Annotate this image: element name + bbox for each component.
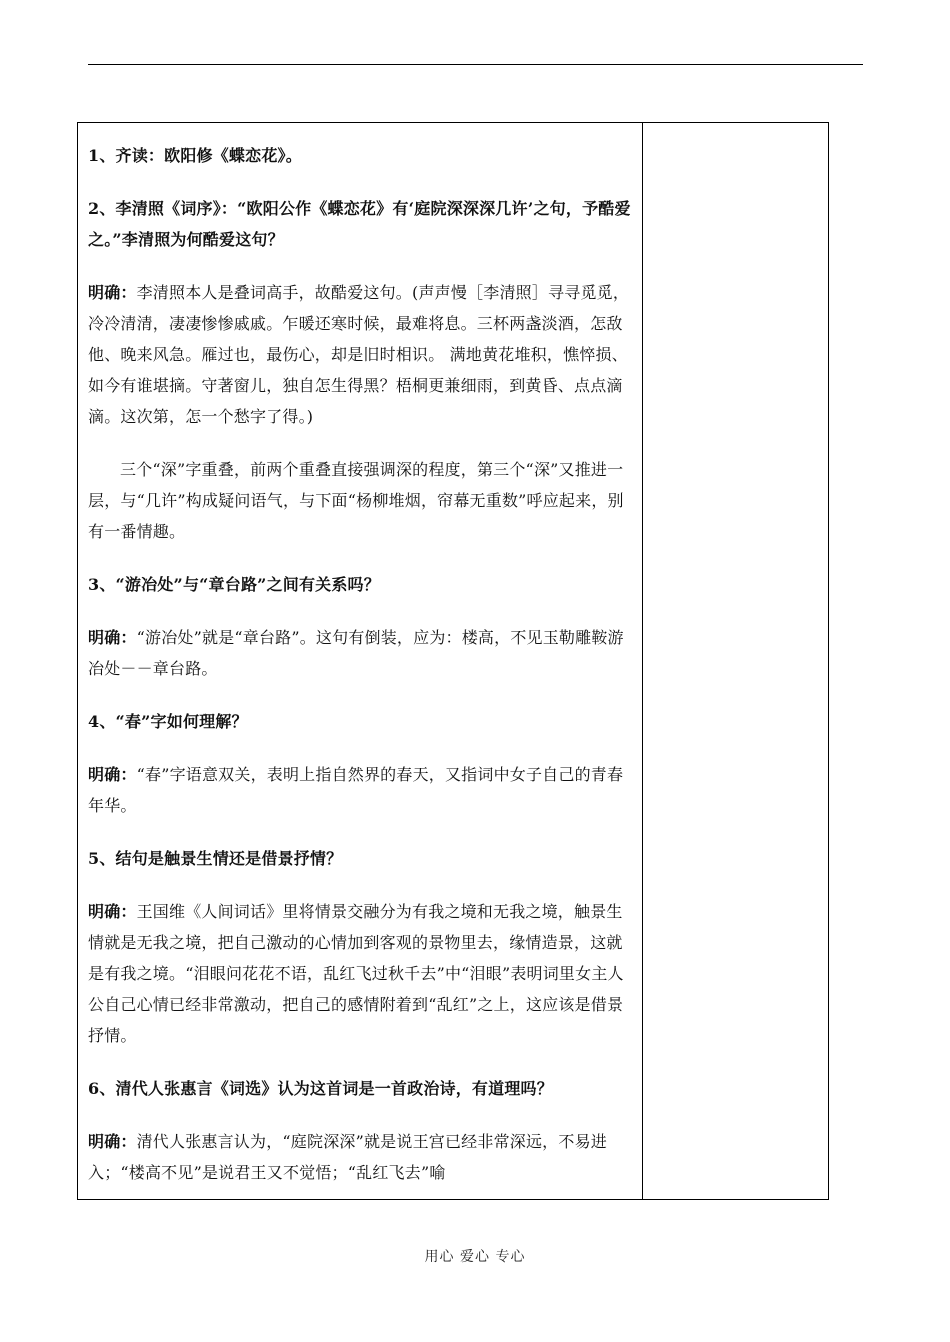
question-6: 6、清代人张惠言《词选》认为这首词是一首政治诗，有道理吗？ <box>88 1079 553 1098</box>
question-4: 4、“春”字如何理解？ <box>88 712 248 731</box>
answer-2 <box>88 277 636 432</box>
table-column-divider <box>642 122 643 1200</box>
question-5: 5、结句是触景生情还是借景抒情？ <box>88 849 343 868</box>
answer-text: “游冶处”就是“章台路”。这句有倒装，应为：楼高，不见玉勒雕鞍游冶处－－章台路。 <box>88 628 624 678</box>
question-3: 3、“游冶处”与“章台路”之间有关系吗？ <box>88 575 380 594</box>
answer-label: 明确： <box>88 1132 137 1151</box>
answer-text: “春”字语意双关，表明上指自然界的春天，又指词中女子自己的青春年华。 <box>88 765 624 815</box>
question-2: 2、李清照《词序》：“欧阳公作《蝶恋花》有‘庭院深深深几许’之句，予酷爱之。”李清照为何酷爱这句？ <box>88 199 631 249</box>
header-rule <box>88 64 863 65</box>
page-footer: 用心 爱心 专心 <box>424 1249 526 1265</box>
answer-4 <box>88 759 636 821</box>
lesson-content-cell <box>88 140 636 1210</box>
answer-label: 明确： <box>88 765 137 784</box>
answer-6 <box>88 1126 636 1188</box>
explanation-paragraph: 三个“深”字重叠，前两个重叠直接强调深的程度，第三个“深”又推进一层，与“几许”构成疑问语气，与下面“杨柳堆烟，帘幕无重数”呼应起来，别有一番情趣。 <box>88 460 624 541</box>
answer-label: 明确： <box>88 628 137 647</box>
answer-text: 李清照本人是叠词高手，故酷爱这句。(声声慢［李清照］寻寻觅觅，冷冷清清，凄凄惨惨戚戚。乍暖还寒时候，最难将息。三杯两盏淡酒，怎敌他、晚来风急。雁过也，最伤心，却是旧时相识。 满地黄花堆积，憔悴损、如今有谁堪摘。守著窗儿，独自怎生得黑？梧桐更兼细雨，到黄昏、点点滴滴。这次第，怎一个愁字了得。) <box>88 283 630 426</box>
answer-5 <box>88 896 636 1051</box>
answer-text: 王国维《人间词话》里将情景交融分为有我之境和无我之境，触景生情就是无我之境，把自己激动的心情加到客观的景物里去，缘情造景，这就是有我之境。“泪眼问花花不语，乱红飞过秋千去”中“泪眼”表明词里女主人公自己心情已经非常激动，把自己的感情附着到“乱红”之上，这应该是借景抒情。 <box>88 902 624 1045</box>
answer-label: 明确： <box>88 283 137 302</box>
question-1: 1、齐读：欧阳修《蝶恋花》。 <box>88 146 302 165</box>
answer-label: 明确： <box>88 902 137 921</box>
answer-text: 清代人张惠言认为，“庭院深深”就是说王宫已经非常深远，不易进入；“楼高不见”是说君王又不觉悟；“乱红飞去”喻 <box>88 1132 607 1182</box>
answer-3 <box>88 622 636 684</box>
